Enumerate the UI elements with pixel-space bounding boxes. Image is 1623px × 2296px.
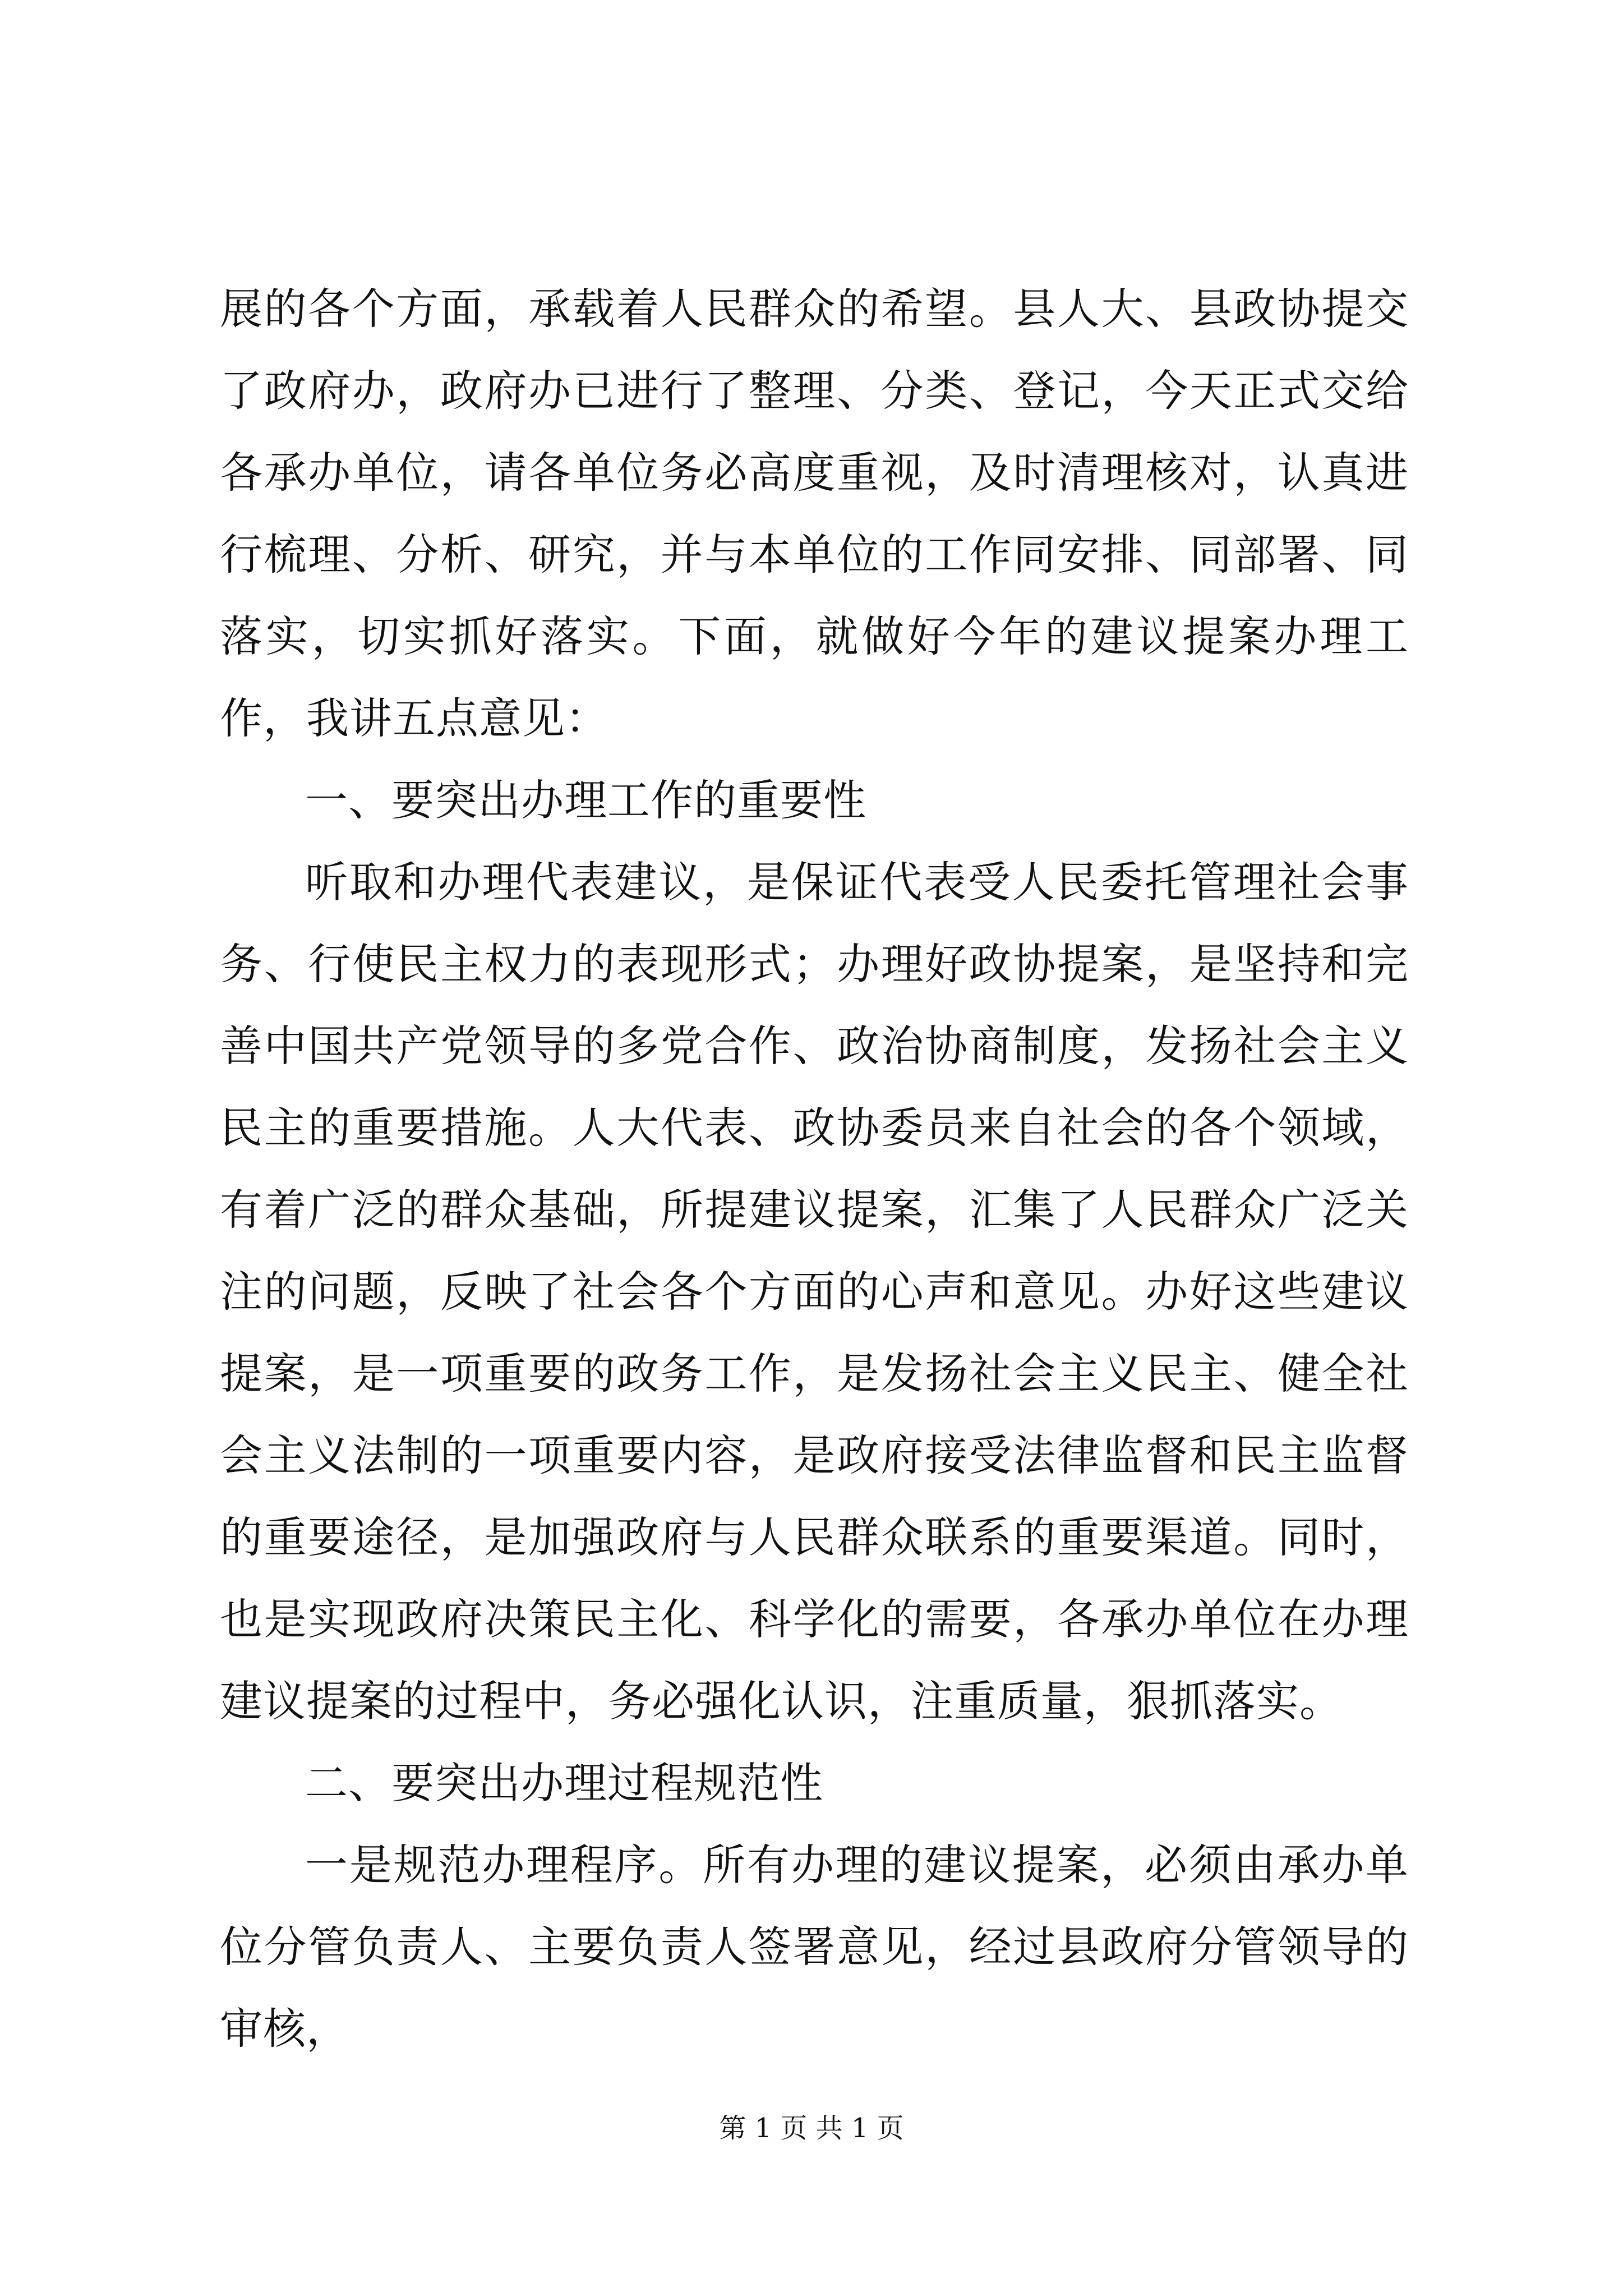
paragraph: 听取和办理代表建议，是保证代表受人民委托管理社会事务、行使民主权力的表现形式；办理好政协提案，是坚持和完善中国共产党领导的多党合作、政治协商制度，发扬社会主义民主的重要措施。人大代表、政协委员来自社会的各个领域，有着广泛的群众基础，所提建议提案，汇集了人民群众广泛关注的问题，反映了社会各个方面的心声和意见。办好这些建议提案，是一项重要的政务工作，是发扬社会主义民主、健全社会主义法制的一项重要内容，是政府接受法律监督和民主监督的重要途径，是加强政府与人民群众联系的重要渠道。同时，也是实现政府决策民主化、科学化的需要，各承办单位在办理建议提案的过程中，务必强化认识，注重质量，狠抓落实。 (220, 857, 1409, 1726)
paragraph: 展的各个方面，承载着人民群众的希望。县人大、县政协提交了政府办，政府办已进行了整理、分类、登记，今天正式交给各承办单位，请各单位务必高度重视，及时清理核对，认真进行梳理、分析、研究，并与本单位的工作同安排、同部署、同落实，切实抓好落实。下面，就做好今年的建议提案办理工作，我讲五点意见： (220, 284, 1409, 743)
paragraph: 一是规范办理程序。所有办理的建议提案，必须由承办单位分管负责人、主要负责人签署意见，经过县政府分管领导的审核， (220, 1840, 1409, 2054)
section-heading: 二、要突出办理过程规范性 (305, 1758, 823, 1808)
page-footer (0, 2110, 1623, 2146)
document-body (220, 268, 1409, 2070)
section-heading: 一、要突出办理工作的重要性 (305, 775, 866, 825)
page-number-label: 第 1 页 共 1 页 (719, 2113, 904, 2144)
